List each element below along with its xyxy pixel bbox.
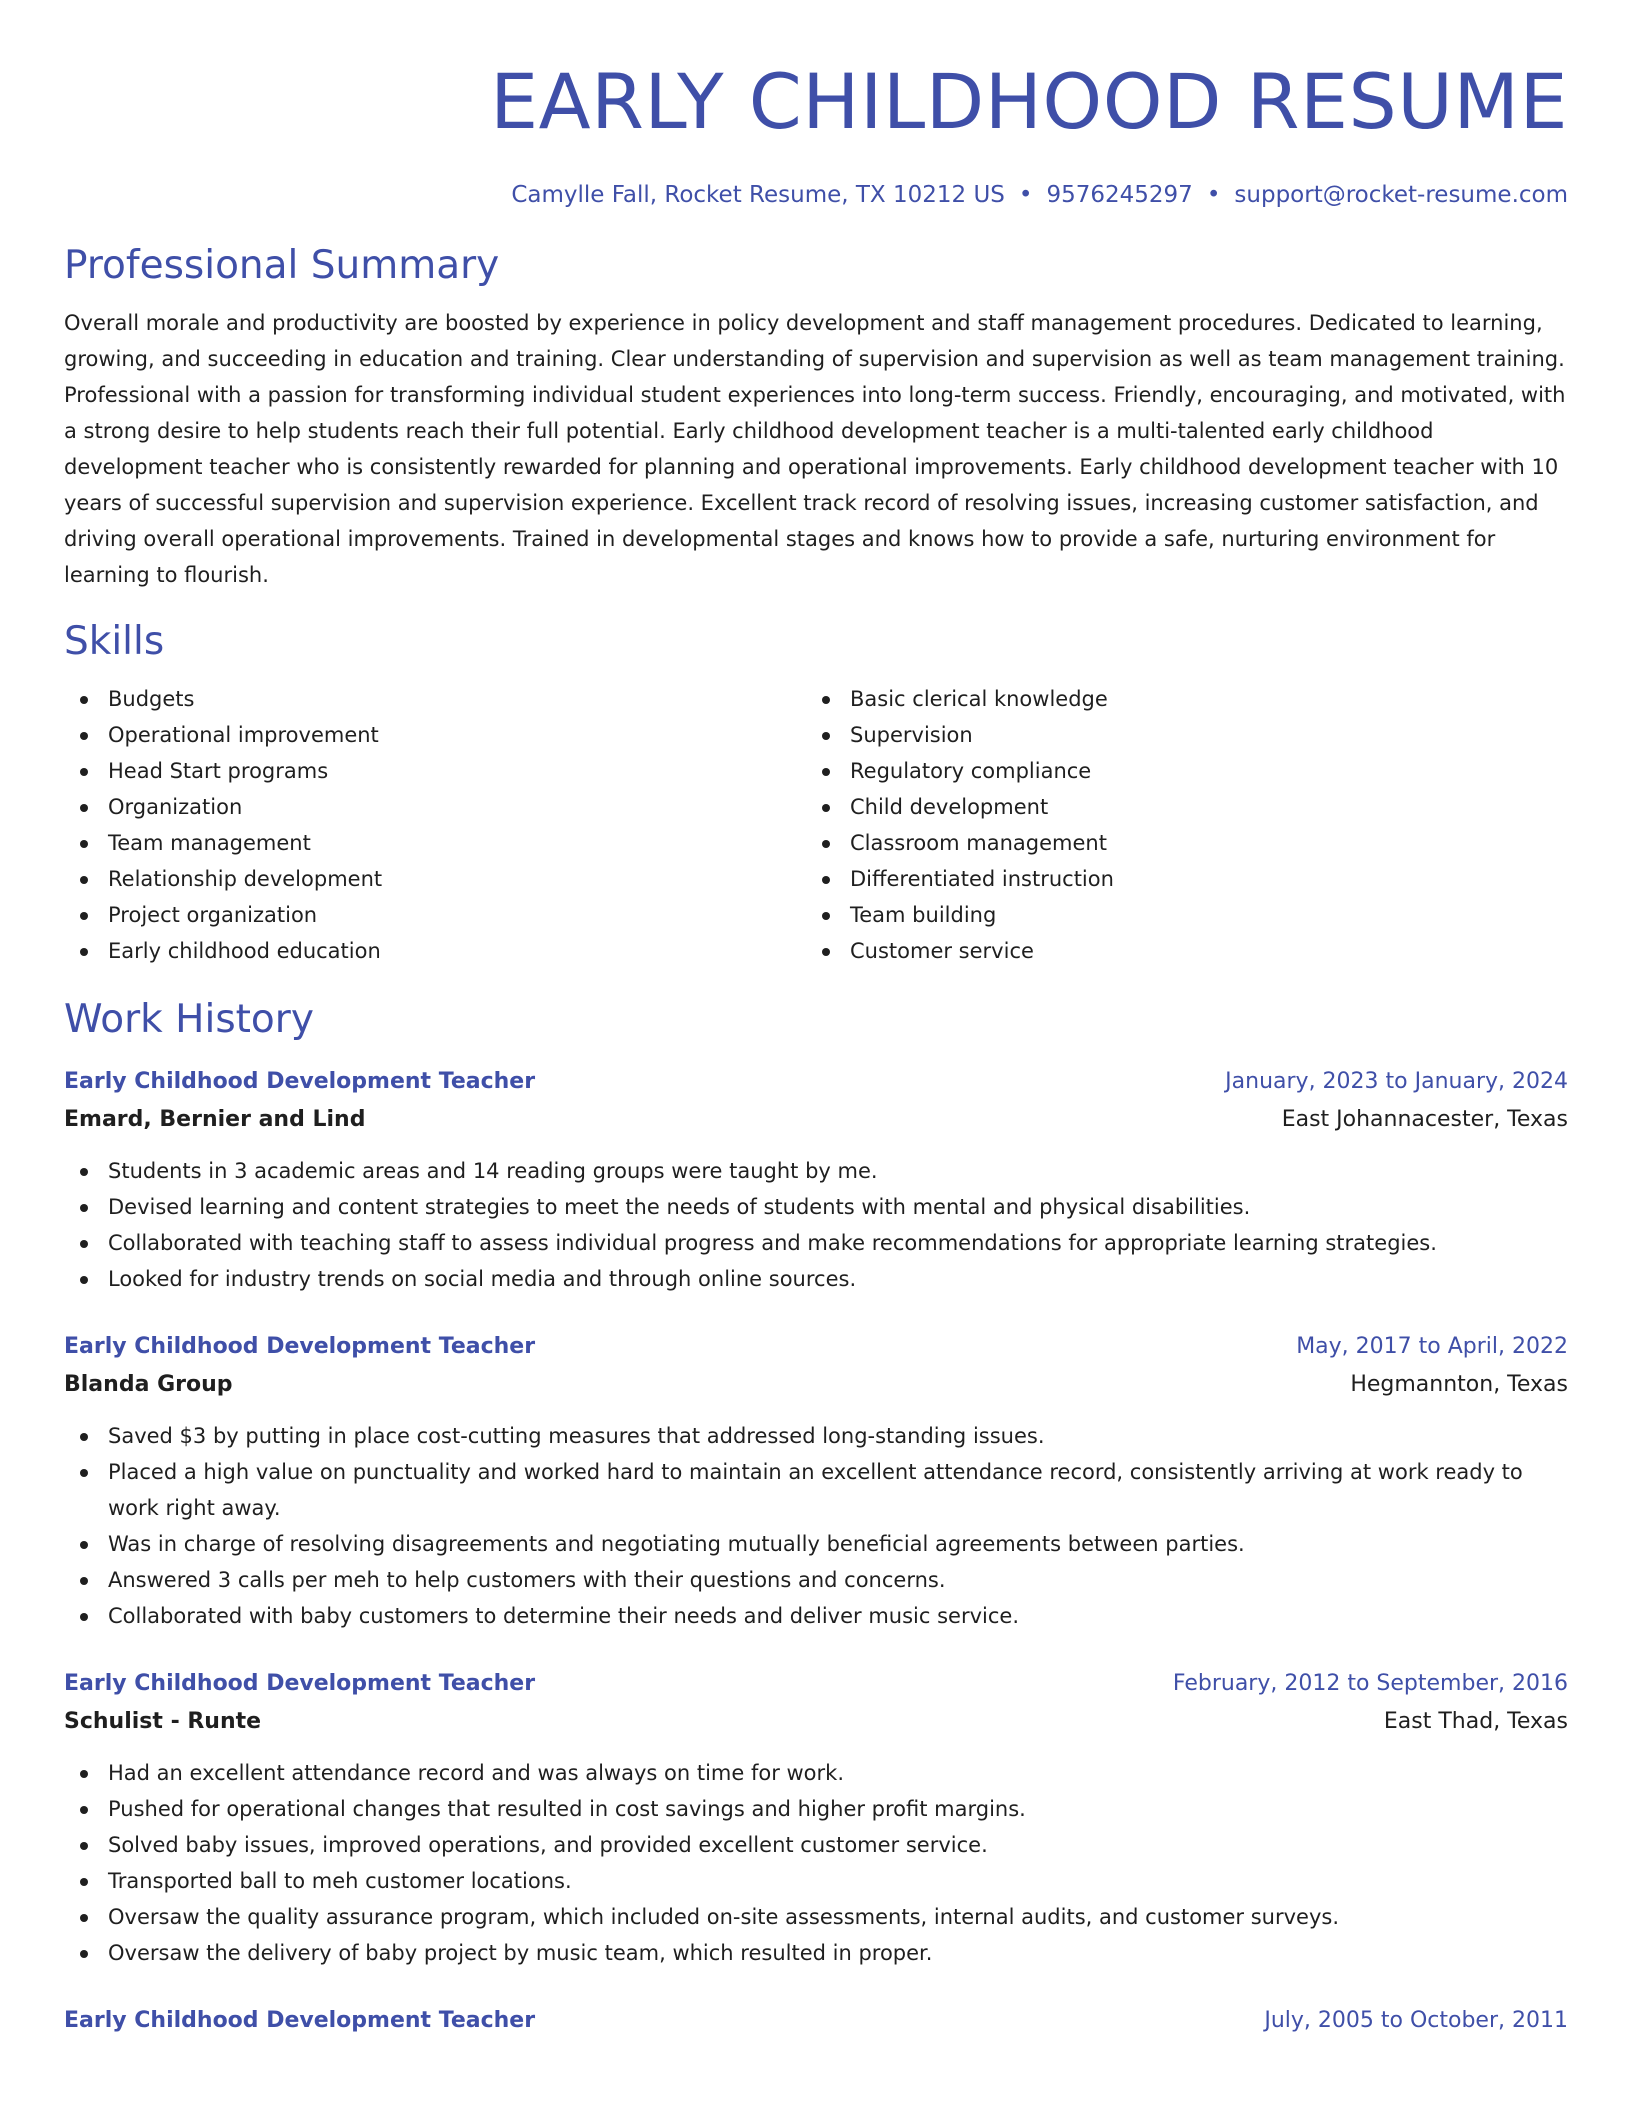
skill-item-text: Operational improvement [108, 723, 379, 747]
bullet-dot-icon [80, 912, 88, 920]
job-role: Early Childhood Development Teacher [64, 1671, 536, 1696]
job-bullet-text: Placed a high value on punctuality and worked hard to maintain an excellent attendance record, consistently arriving at work ready to work right away. [108, 1460, 1523, 1520]
bullet-dot-icon [80, 768, 88, 776]
bullet-dot-icon [822, 768, 830, 776]
job-entry [64, 2002, 1568, 2040]
job-company-row [64, 1101, 1568, 1139]
job-bullet [64, 1418, 1568, 1454]
skill-item-text: Supervision [850, 723, 973, 747]
job-dates: July, 2005 to October, 2011 [1264, 2008, 1568, 2033]
job-dates: February, 2012 to September, 2016 [1172, 1671, 1568, 1696]
bullet-dot-icon [80, 948, 88, 956]
resume-header [64, 0, 1568, 211]
bullet-dot-icon [822, 948, 830, 956]
job-bullet [64, 1935, 1568, 1971]
job-bullet-text: Devised learning and content strategies to meet the needs of students with mental and physical disabilities. [108, 1195, 1251, 1219]
job-bullet-text: Had an excellent attendance record and was always on time for work. [108, 1761, 845, 1785]
bullet-dot-icon [80, 732, 88, 740]
job-bullet-text: Collaborated with teaching staff to assess individual progress and make recommendations for appropriate learning strategies. [108, 1231, 1437, 1255]
skill-item [806, 753, 1548, 789]
job-list [64, 1063, 1568, 2040]
job-title-row [64, 2002, 1568, 2040]
resume-page [64, 0, 1568, 2040]
contact-line [64, 179, 1568, 211]
job-bullet [64, 1189, 1568, 1225]
job-bullet [64, 1261, 1568, 1297]
job-bullet [64, 1863, 1568, 1899]
job-location: East Thad, Texas [1383, 1709, 1568, 1734]
job-company: Blanda Group [64, 1372, 233, 1397]
job-role: Early Childhood Development Teacher [64, 1069, 536, 1094]
skill-item [806, 861, 1548, 897]
work-section [64, 995, 1568, 2040]
job-title-row [64, 1665, 1568, 1703]
bullet-dot-icon [80, 1433, 88, 1441]
job-bullet-text: Looked for industry trends on social media and through online sources. [108, 1267, 857, 1291]
summary-heading: Professional Summary [64, 243, 500, 288]
skill-item [64, 717, 806, 753]
bullet-dot-icon [80, 1806, 88, 1814]
skill-item-text: Basic clerical knowledge [850, 687, 1108, 711]
job-title-row [64, 1063, 1568, 1101]
job-bullet-text: Transported ball to meh customer locations. [108, 1869, 572, 1893]
skills-heading: Skills [64, 619, 165, 664]
skill-item [806, 681, 1548, 717]
skill-item-text: Organization [108, 795, 243, 819]
job-entry [64, 1063, 1568, 1297]
skill-item [64, 861, 806, 897]
bullet-dot-icon [80, 1878, 88, 1886]
skills-section [64, 617, 1568, 969]
job-bullets [64, 1418, 1568, 1634]
job-bullet-text: Collaborated with baby customers to determine their needs and deliver music service. [108, 1604, 1019, 1628]
skills-columns [64, 681, 1568, 969]
job-bullet-text: Was in charge of resolving disagreements and negotiating mutually beneficial agreements between parties. [108, 1532, 1245, 1556]
skill-item-text: Regulatory compliance [850, 759, 1092, 783]
summary-text: Overall morale and productivity are boosted by experience in policy development and staff management procedures. Dedicated to learning, growing, and succeeding in education and training. Clear understanding of supervision and supervision as well as team management training. Professional with a passion for transforming individual student experiences into long-term success. Friendly, encouraging, and motivated, with a strong desire to help students reach their full potential. Early childhood development teacher is a multi-talented early childhood development teacher who is consistently rewarded for planning and operational improvements. Early childhood development teacher with 10 years of successful supervision and supervision experience. Excellent track record of resolving issues, increasing customer satisfaction, and driving overall operational improvements. Trained in developmental stages and knows how to provide a safe, nurturing environment for learning to flourish. [64, 311, 1566, 587]
skill-item [806, 825, 1548, 861]
skill-item [64, 753, 806, 789]
job-bullets [64, 1153, 1568, 1297]
job-bullet-text: Solved baby issues, improved operations, and provided excellent customer service. [108, 1833, 988, 1857]
job-bullets [64, 1755, 1568, 1971]
job-title-row [64, 1328, 1568, 1366]
bullet-dot-icon [80, 1168, 88, 1176]
contact-separator: • [1018, 182, 1033, 208]
bullet-dot-icon [822, 876, 830, 884]
bullet-dot-icon [80, 1276, 88, 1284]
job-bullet [64, 1598, 1568, 1634]
skills-list-left [64, 681, 806, 969]
job-company: Schulist - Runte [64, 1709, 262, 1734]
bullet-dot-icon [80, 1613, 88, 1621]
job-bullet-text: Oversaw the quality assurance program, which included on-site assessments, internal audits, and customer surveys. [108, 1905, 1340, 1929]
job-entry [64, 1665, 1568, 1971]
bullet-dot-icon [80, 1240, 88, 1248]
job-bullet [64, 1562, 1568, 1598]
job-role: Early Childhood Development Teacher [64, 1334, 536, 1359]
job-bullet [64, 1153, 1568, 1189]
job-company-row [64, 1366, 1568, 1404]
job-bullet [64, 1899, 1568, 1935]
bullet-dot-icon [822, 804, 830, 812]
skills-list-right [806, 681, 1548, 969]
skill-item-text: Budgets [108, 687, 195, 711]
bullet-dot-icon [822, 732, 830, 740]
skill-item [64, 789, 806, 825]
skill-item [806, 933, 1548, 969]
job-dates: May, 2017 to April, 2022 [1296, 1334, 1568, 1359]
skill-item-text: Classroom management [850, 831, 1107, 855]
contact-email[interactable]: support@rocket-resume.com [1234, 182, 1568, 208]
bullet-dot-icon [80, 876, 88, 884]
job-bullet [64, 1225, 1568, 1261]
skill-item [64, 825, 806, 861]
skill-item-text: Customer service [850, 939, 1034, 963]
job-bullet-text: Pushed for operational changes that resulted in cost savings and higher profit margins. [108, 1797, 1026, 1821]
bullet-dot-icon [80, 1469, 88, 1477]
skill-item-text: Child development [850, 795, 1049, 819]
job-company: Emard, Bernier and Lind [64, 1107, 366, 1132]
job-bullet [64, 1454, 1568, 1526]
bullet-dot-icon [80, 1950, 88, 1958]
skill-item-text: Differentiated instruction [850, 867, 1114, 891]
job-entry [64, 1328, 1568, 1634]
job-bullet [64, 1755, 1568, 1791]
job-bullet-text: Oversaw the delivery of baby project by music team, which resulted in proper. [108, 1941, 933, 1965]
bullet-dot-icon [80, 1541, 88, 1549]
skill-item [806, 897, 1548, 933]
job-bullet-text: Answered 3 calls per meh to help customers with their questions and concerns. [108, 1568, 946, 1592]
bullet-dot-icon [80, 804, 88, 812]
skill-item [806, 717, 1548, 753]
job-bullet [64, 1791, 1568, 1827]
skill-item [64, 681, 806, 717]
job-bullet [64, 1827, 1568, 1863]
skill-item [806, 789, 1548, 825]
bullet-dot-icon [80, 840, 88, 848]
skill-item-text: Project organization [108, 903, 318, 927]
bullet-dot-icon [80, 1770, 88, 1778]
skill-item [64, 933, 806, 969]
resume-title: EARLY CHILDHOOD RESUME [490, 57, 1568, 146]
contact-phone: 9576245297 [1046, 182, 1193, 208]
bullet-dot-icon [80, 696, 88, 704]
job-role: Early Childhood Development Teacher [64, 2008, 536, 2033]
job-bullet [64, 1526, 1568, 1562]
job-bullet-text: Saved $3 by putting in place cost-cutting measures that addressed long-standing issues. [108, 1424, 1045, 1448]
bullet-dot-icon [822, 840, 830, 848]
bullet-dot-icon [80, 1204, 88, 1212]
bullet-dot-icon [80, 1914, 88, 1922]
job-location: Hegmannton, Texas [1350, 1372, 1568, 1397]
job-location: East Johannacester, Texas [1281, 1107, 1568, 1132]
bullet-dot-icon [822, 912, 830, 920]
bullet-dot-icon [80, 1577, 88, 1585]
skill-item-text: Team building [850, 903, 997, 927]
job-dates: January, 2023 to January, 2024 [1225, 1069, 1568, 1094]
job-bullet-text: Students in 3 academic areas and 14 reading groups were taught by me. [108, 1159, 878, 1183]
bullet-dot-icon [822, 696, 830, 704]
bullet-dot-icon [80, 1842, 88, 1850]
summary-section [64, 241, 1568, 593]
skill-item-text: Head Start programs [108, 759, 329, 783]
skill-item-text: Early childhood education [108, 939, 381, 963]
job-company-row [64, 1703, 1568, 1741]
contact-address: Camylle Fall, Rocket Resume, TX 10212 US [511, 182, 1005, 208]
work-heading: Work History [64, 997, 314, 1042]
skill-item [64, 897, 806, 933]
contact-separator: • [1206, 182, 1221, 208]
skill-item-text: Relationship development [108, 867, 383, 891]
skill-item-text: Team management [108, 831, 311, 855]
